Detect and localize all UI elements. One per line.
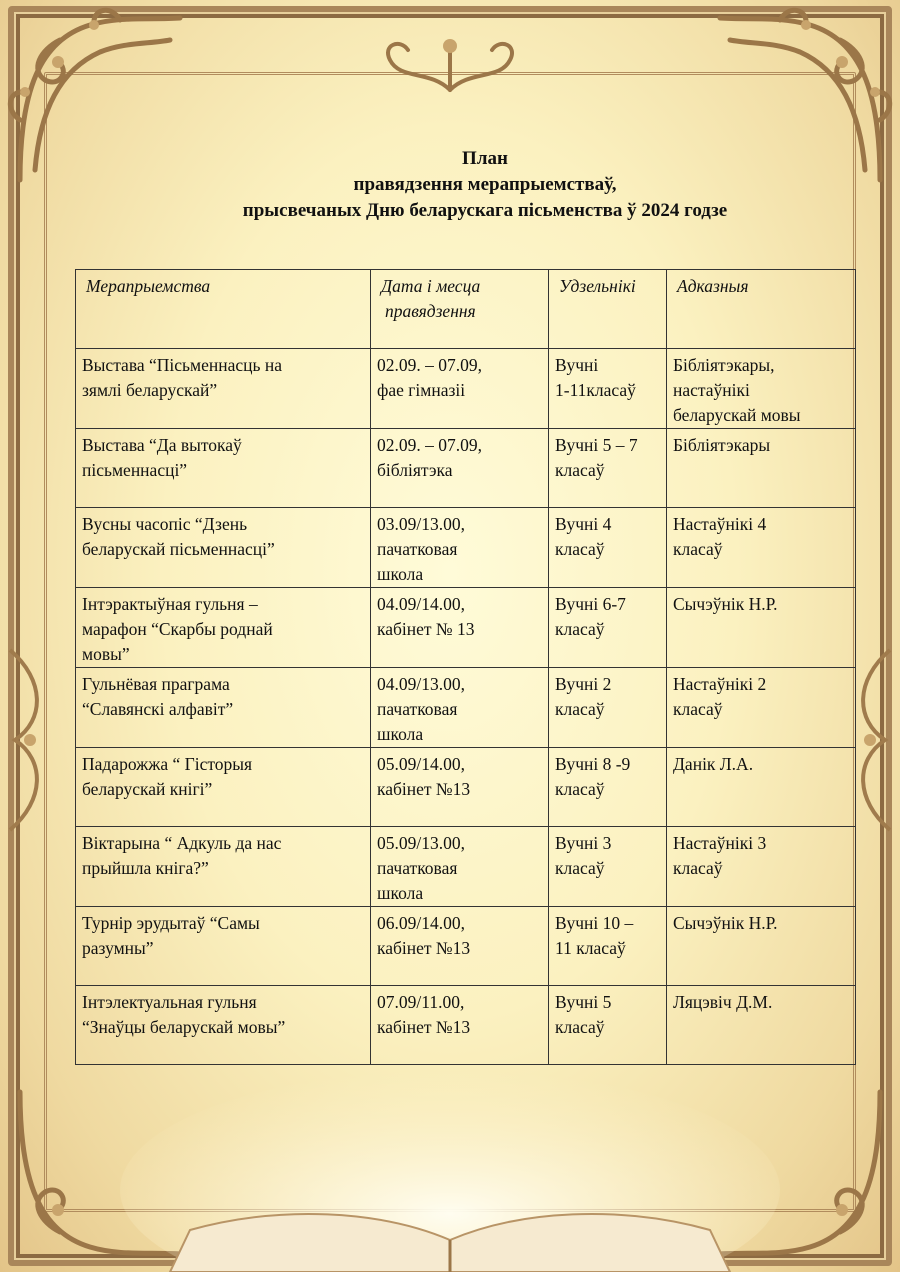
- cell-line: 02.09. – 07.09,: [377, 435, 482, 455]
- table-header-row: [76, 270, 856, 349]
- cell-line: Данік Л.А.: [673, 754, 754, 774]
- events-table: [75, 269, 856, 1065]
- table-row: [76, 508, 856, 588]
- cell-line: Вучні 8 -9: [555, 754, 631, 774]
- header-event: Мерапрыемства: [76, 270, 371, 349]
- cell-event: [76, 349, 371, 429]
- title-line-1: План: [462, 148, 508, 169]
- table-row: [76, 349, 856, 429]
- cell-line: класаў: [555, 619, 605, 639]
- cell-line: беларускай кнігі”: [82, 779, 213, 799]
- cell-event: [76, 827, 371, 907]
- cell-line: прыйшла кніга?”: [82, 858, 209, 878]
- cell-line: бібліятэка: [377, 460, 453, 480]
- cell-line: Падарожжа “ Гісторыя: [82, 754, 253, 774]
- cell-line: Настаўнікі 2: [673, 674, 767, 694]
- cell-line: школа: [377, 564, 424, 584]
- header-responsible: Адказныя: [667, 270, 856, 349]
- cell-participants: [549, 827, 667, 907]
- cell-line: зямлі беларускай”: [82, 380, 218, 400]
- cell-line: 04.09/13.00,: [377, 674, 465, 694]
- cell-line: Вучні: [555, 355, 599, 375]
- cell-line: Ляцэвіч Д.М.: [673, 992, 773, 1012]
- cell-participants: [549, 588, 667, 668]
- cell-responsible: [667, 986, 856, 1065]
- cell-line: 04.09/14.00,: [377, 594, 465, 614]
- cell-date-place: [371, 349, 549, 429]
- cell-responsible: [667, 508, 856, 588]
- cell-line: фае гімназіі: [377, 380, 466, 400]
- cell-line: класаў: [555, 779, 605, 799]
- cell-line: 05.09/13.00,: [377, 833, 465, 853]
- cell-line: 11 класаў: [555, 938, 626, 958]
- cell-line: настаўнікі: [673, 380, 750, 400]
- cell-line: пачатковая: [377, 858, 458, 878]
- cell-line: пачатковая: [377, 539, 458, 559]
- table-row: [76, 748, 856, 827]
- cell-responsible: [667, 748, 856, 827]
- cell-line: кабінет №13: [377, 779, 471, 799]
- cell-date-place: [371, 907, 549, 986]
- cell-line: класаў: [555, 460, 605, 480]
- cell-line: 05.09/14.00,: [377, 754, 465, 774]
- cell-participants: [549, 986, 667, 1065]
- cell-date-place: [371, 986, 549, 1065]
- cell-line: Вучні 3: [555, 833, 612, 853]
- cell-line: пісьменнасці”: [82, 460, 188, 480]
- page-title: [100, 146, 870, 224]
- cell-line: кабінет №13: [377, 1017, 471, 1037]
- cell-line: Вучні 10 –: [555, 913, 634, 933]
- cell-line: Вучні 5: [555, 992, 612, 1012]
- cell-line: класаў: [555, 858, 605, 878]
- table-row: [76, 668, 856, 748]
- cell-date-place: [371, 668, 549, 748]
- cell-date-place: [371, 588, 549, 668]
- cell-responsible: [667, 827, 856, 907]
- cell-line: 02.09. – 07.09,: [377, 355, 482, 375]
- cell-event: [76, 748, 371, 827]
- cell-line: Вучні 6-7: [555, 594, 626, 614]
- cell-line: разумны”: [82, 938, 154, 958]
- cell-event: [76, 508, 371, 588]
- cell-line: Вучні 5 – 7: [555, 435, 638, 455]
- cell-responsible: [667, 349, 856, 429]
- cell-line: класаў: [673, 539, 723, 559]
- cell-line: Інтэрактыўная гульня –: [82, 594, 258, 614]
- cell-line: беларускай пісьменнасці”: [82, 539, 275, 559]
- cell-responsible: [667, 429, 856, 508]
- cell-line: 03.09/13.00,: [377, 514, 465, 534]
- cell-line: пачатковая: [377, 699, 458, 719]
- cell-line: Бібліятэкары,: [673, 355, 775, 375]
- cell-line: “Знаўцы беларускай мовы”: [82, 1017, 286, 1037]
- cell-participants: [549, 349, 667, 429]
- cell-date-place: [371, 827, 549, 907]
- cell-line: Вучні 2: [555, 674, 612, 694]
- open-book-icon: [100, 1040, 800, 1272]
- cell-event: [76, 986, 371, 1065]
- cell-line: мовы”: [82, 644, 130, 664]
- cell-participants: [549, 668, 667, 748]
- cell-line: Бібліятэкары: [673, 435, 771, 455]
- title-line-3: прысвечаных Дню беларускага пісьменства ў 2024 годзе: [242, 200, 728, 221]
- table-row: [76, 907, 856, 986]
- cell-line: беларускай мовы: [673, 405, 801, 425]
- cell-line: Выстава “Пісьменнасць на: [82, 355, 282, 375]
- cell-line: класаў: [555, 699, 605, 719]
- cell-line: “Славянскі алфавіт”: [82, 699, 234, 719]
- cell-line: кабінет № 13: [377, 619, 475, 639]
- cell-line: Сычэўнік Н.Р.: [673, 913, 778, 933]
- cell-participants: [549, 748, 667, 827]
- cell-line: Інтэлектуальная гульня: [82, 992, 257, 1012]
- cell-date-place: [371, 508, 549, 588]
- cell-participants: [549, 429, 667, 508]
- cell-line: марафон “Скарбы роднай: [82, 619, 273, 639]
- cell-line: школа: [377, 883, 424, 903]
- side-ornament-icon: [0, 640, 60, 840]
- cell-line: Сычэўнік Н.Р.: [673, 594, 778, 614]
- table-row: [76, 588, 856, 668]
- cell-event: [76, 668, 371, 748]
- cell-line: Выстава “Да вытокаў: [82, 435, 242, 455]
- cell-responsible: [667, 588, 856, 668]
- cell-line: класаў: [555, 1017, 605, 1037]
- cell-line: школа: [377, 724, 424, 744]
- cell-event: [76, 588, 371, 668]
- cell-line: 1-11класаў: [555, 380, 636, 400]
- cell-responsible: [667, 907, 856, 986]
- top-ornament-icon: [370, 30, 530, 100]
- cell-event: [76, 429, 371, 508]
- cell-date-place: [371, 429, 549, 508]
- cell-line: кабінет №13: [377, 938, 471, 958]
- cell-line: Настаўнікі 4: [673, 514, 767, 534]
- cell-line: Віктарына “ Адкуль да нас: [82, 833, 282, 853]
- cell-line: Гульнёвая прагрaма: [82, 674, 230, 694]
- cell-responsible: [667, 668, 856, 748]
- cell-line: Турнір эрудытаў “Самы: [82, 913, 260, 933]
- cell-participants: [549, 907, 667, 986]
- cell-line: класаў: [555, 539, 605, 559]
- cell-event: [76, 907, 371, 986]
- cell-date-place: [371, 748, 549, 827]
- cell-line: 06.09/14.00,: [377, 913, 465, 933]
- header-participants: Удзельнікі: [549, 270, 667, 349]
- title-line-2: правядзення мерапрыемстваў,: [353, 174, 617, 195]
- table-row: [76, 827, 856, 907]
- table-body: [76, 349, 856, 1065]
- cell-line: Вусны часопіс “Дзень: [82, 514, 248, 534]
- table-row: [76, 429, 856, 508]
- table-row: [76, 986, 856, 1065]
- cell-line: класаў: [673, 699, 723, 719]
- cell-participants: [549, 508, 667, 588]
- cell-line: 07.09/11.00,: [377, 992, 465, 1012]
- cell-line: Вучні 4: [555, 514, 612, 534]
- header-date-place: Дата і месца правядзення: [371, 270, 549, 349]
- cell-line: класаў: [673, 858, 723, 878]
- cell-line: Настаўнікі 3: [673, 833, 767, 853]
